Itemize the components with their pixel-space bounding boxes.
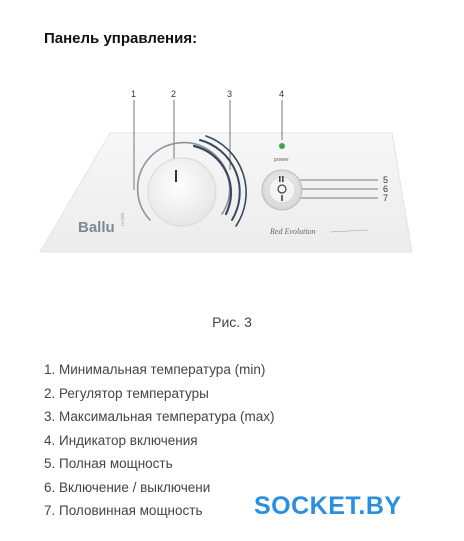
figure-caption: Рис. 3 [212, 314, 252, 330]
callout-1: 1 [131, 89, 137, 99]
callout-3: 3 [227, 89, 233, 99]
legend-item: 4. Индикатор включения [44, 432, 198, 448]
callout-2: 2 [171, 89, 177, 99]
full-power-icon-bar [282, 176, 284, 182]
callout-6: 6 [383, 184, 389, 194]
ballu-logo-sub: HOME [120, 212, 125, 226]
power-indicator-led [279, 143, 285, 149]
legend-item: 7. Половинная мощность [44, 503, 203, 518]
legend-item: 3. Максимальная температура (max) [44, 409, 275, 424]
legend-item: 5. Полная мощность [44, 456, 173, 471]
callout-7: 7 [383, 193, 389, 203]
full-power-icon [279, 176, 281, 182]
socket-by-watermark: SOCKET.BY [254, 492, 402, 520]
callout-5: 5 [383, 175, 389, 185]
legend-item: 2. Регулятор температуры [44, 385, 209, 401]
page-heading: Панель управления: [44, 30, 198, 47]
legend-list [44, 358, 275, 523]
control-panel-figure [0, 80, 464, 280]
series-signature: Red Evolution [270, 227, 316, 236]
ballu-logo: Ballu [78, 219, 115, 236]
legend-item: 6. Включение / выключени [44, 479, 211, 495]
temperature-knob[interactable] [148, 158, 216, 226]
half-power-icon [281, 195, 283, 201]
callout-4: 4 [279, 89, 285, 99]
legend-item: 1. Минимальная температура (min) [44, 362, 266, 377]
power-label: power [274, 157, 289, 163]
